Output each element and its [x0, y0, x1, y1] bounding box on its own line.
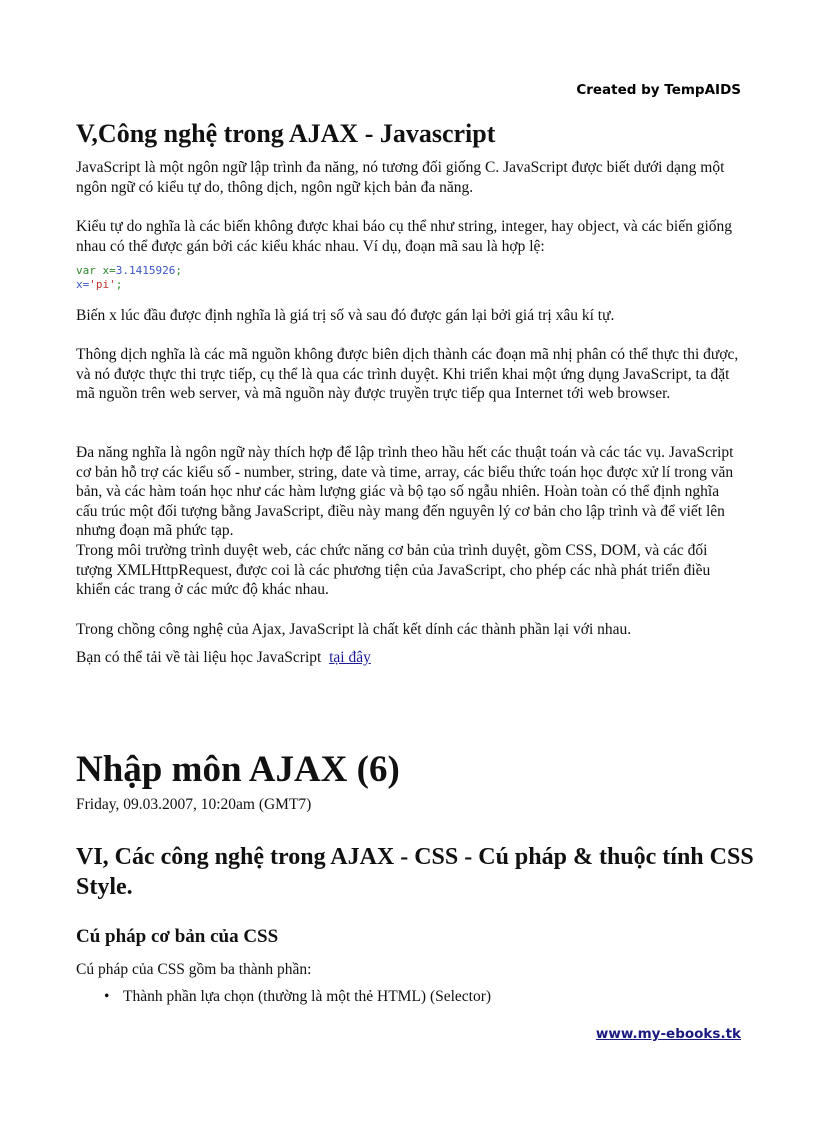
list-item: [76, 987, 491, 1007]
download-link[interactable]: tại đây: [329, 649, 371, 666]
code-line-1: [76, 264, 182, 278]
article-date: Friday, 09.03.2007, 10:20am (GMT7): [76, 796, 312, 813]
paragraph-loose-typing: Kiểu tự do nghĩa là các biến không được khai báo cụ thể như string, integer, hay object, và các biến giống nhau có thể được gán bởi các kiểu khác nhau. Ví dụ, đoạn mã sau là hợp lệ:: [76, 218, 733, 255]
css-components-list: [76, 987, 491, 1007]
paragraph-variable-x: Biến x lúc đầu được định nghĩa là giá trị số và sau đó được gán lại bởi giá trị xâu kí tự.: [76, 307, 615, 324]
bullet-icon: •: [104, 988, 110, 1005]
list-item-text: Thành phần lựa chọn (thường là một thẻ HTML) (Selector): [123, 988, 492, 1005]
code-string: 'pi': [89, 278, 116, 291]
code-line-2: [76, 278, 122, 292]
code-semicolon: ;: [175, 264, 182, 277]
paragraph-ajax-stack: Trong chồng công nghệ của Ajax, JavaScript là chất kết dính các thành phần lại với nhau.: [76, 621, 632, 638]
paragraph-interpreted: Thông dịch nghĩa là các mã nguồn không được biên dịch thành các đoạn mã nhị phân có thể thực thi được, và nó được thực thi trực tiếp, cụ thể là qua các trình duyệt. Khi triển khai một ứng dụng JavaScript, ta đặt mã nguồn trên web server, và mã nguồn này được truyền trực tiếp qua Internet tới web browser.: [76, 346, 739, 402]
paragraph-browser-env: Trong môi trường trình duyệt web, các chức năng cơ bản của trình duyệt, gồm CSS, DOM, và các đối tượng XMLHttpRequest, được coi là các phương tiện của JavaScript, cho phép các nhà phát triển điều khiển các trang ở các mức độ khác nhau.: [76, 542, 711, 598]
code-number: 3.1415926: [115, 264, 176, 277]
code-variable: x=: [76, 278, 90, 291]
code-keyword: var: [76, 264, 103, 277]
subheading-css-syntax: Cú pháp cơ bản của CSS: [76, 926, 279, 947]
paragraph-intro: JavaScript là một ngôn ngữ lập trình đa năng, nó tương đối giống C. JavaScript được biết dưới dạng một ngôn ngữ có kiểu tự do, thông dịch, ngôn ngữ kịch bản đa năng.: [76, 159, 725, 196]
paragraph-general-purpose: Đa năng nghĩa là ngôn ngữ này thích hợp để lập trình theo hầu hết các thuật toán và các tác vụ. JavaScript cơ bản hỗ trợ các kiểu số - number, string, date và time, array, các biểu thức toán học được xử lí trong văn bản, và các hàm toán học như các hàm lượng giác và bộ tạo số ngẫu nhiên. Hoàn toàn có thể định nghĩa cấu trúc một đối tượng bằng JavaScript, điều này mang đến nguyên lý cơ bản cho lập trình và để viết lên nhưng đoạn mã phức tạp.: [76, 444, 734, 539]
download-text: Bạn có thể tải về tài liệu học JavaScript: [76, 649, 322, 666]
section-heading-javascript: V,Công nghệ trong AJAX - Javascript: [76, 119, 496, 148]
code-variable: x=: [102, 264, 116, 277]
paragraph-css-intro: Cú pháp của CSS gồm ba thành phần:: [76, 961, 312, 978]
section-heading-css: VI, Các công nghệ trong AJAX - CSS - Cú pháp & thuộc tính CSS Style.: [76, 844, 754, 900]
header-credit: Created by TempAIDS: [576, 82, 741, 98]
footer-link[interactable]: www.my-ebooks.tk: [595, 1026, 741, 1042]
code-semicolon: ;: [115, 278, 123, 291]
article-title: Nhập môn AJAX (6): [76, 749, 400, 790]
paragraph-download: [76, 648, 744, 668]
